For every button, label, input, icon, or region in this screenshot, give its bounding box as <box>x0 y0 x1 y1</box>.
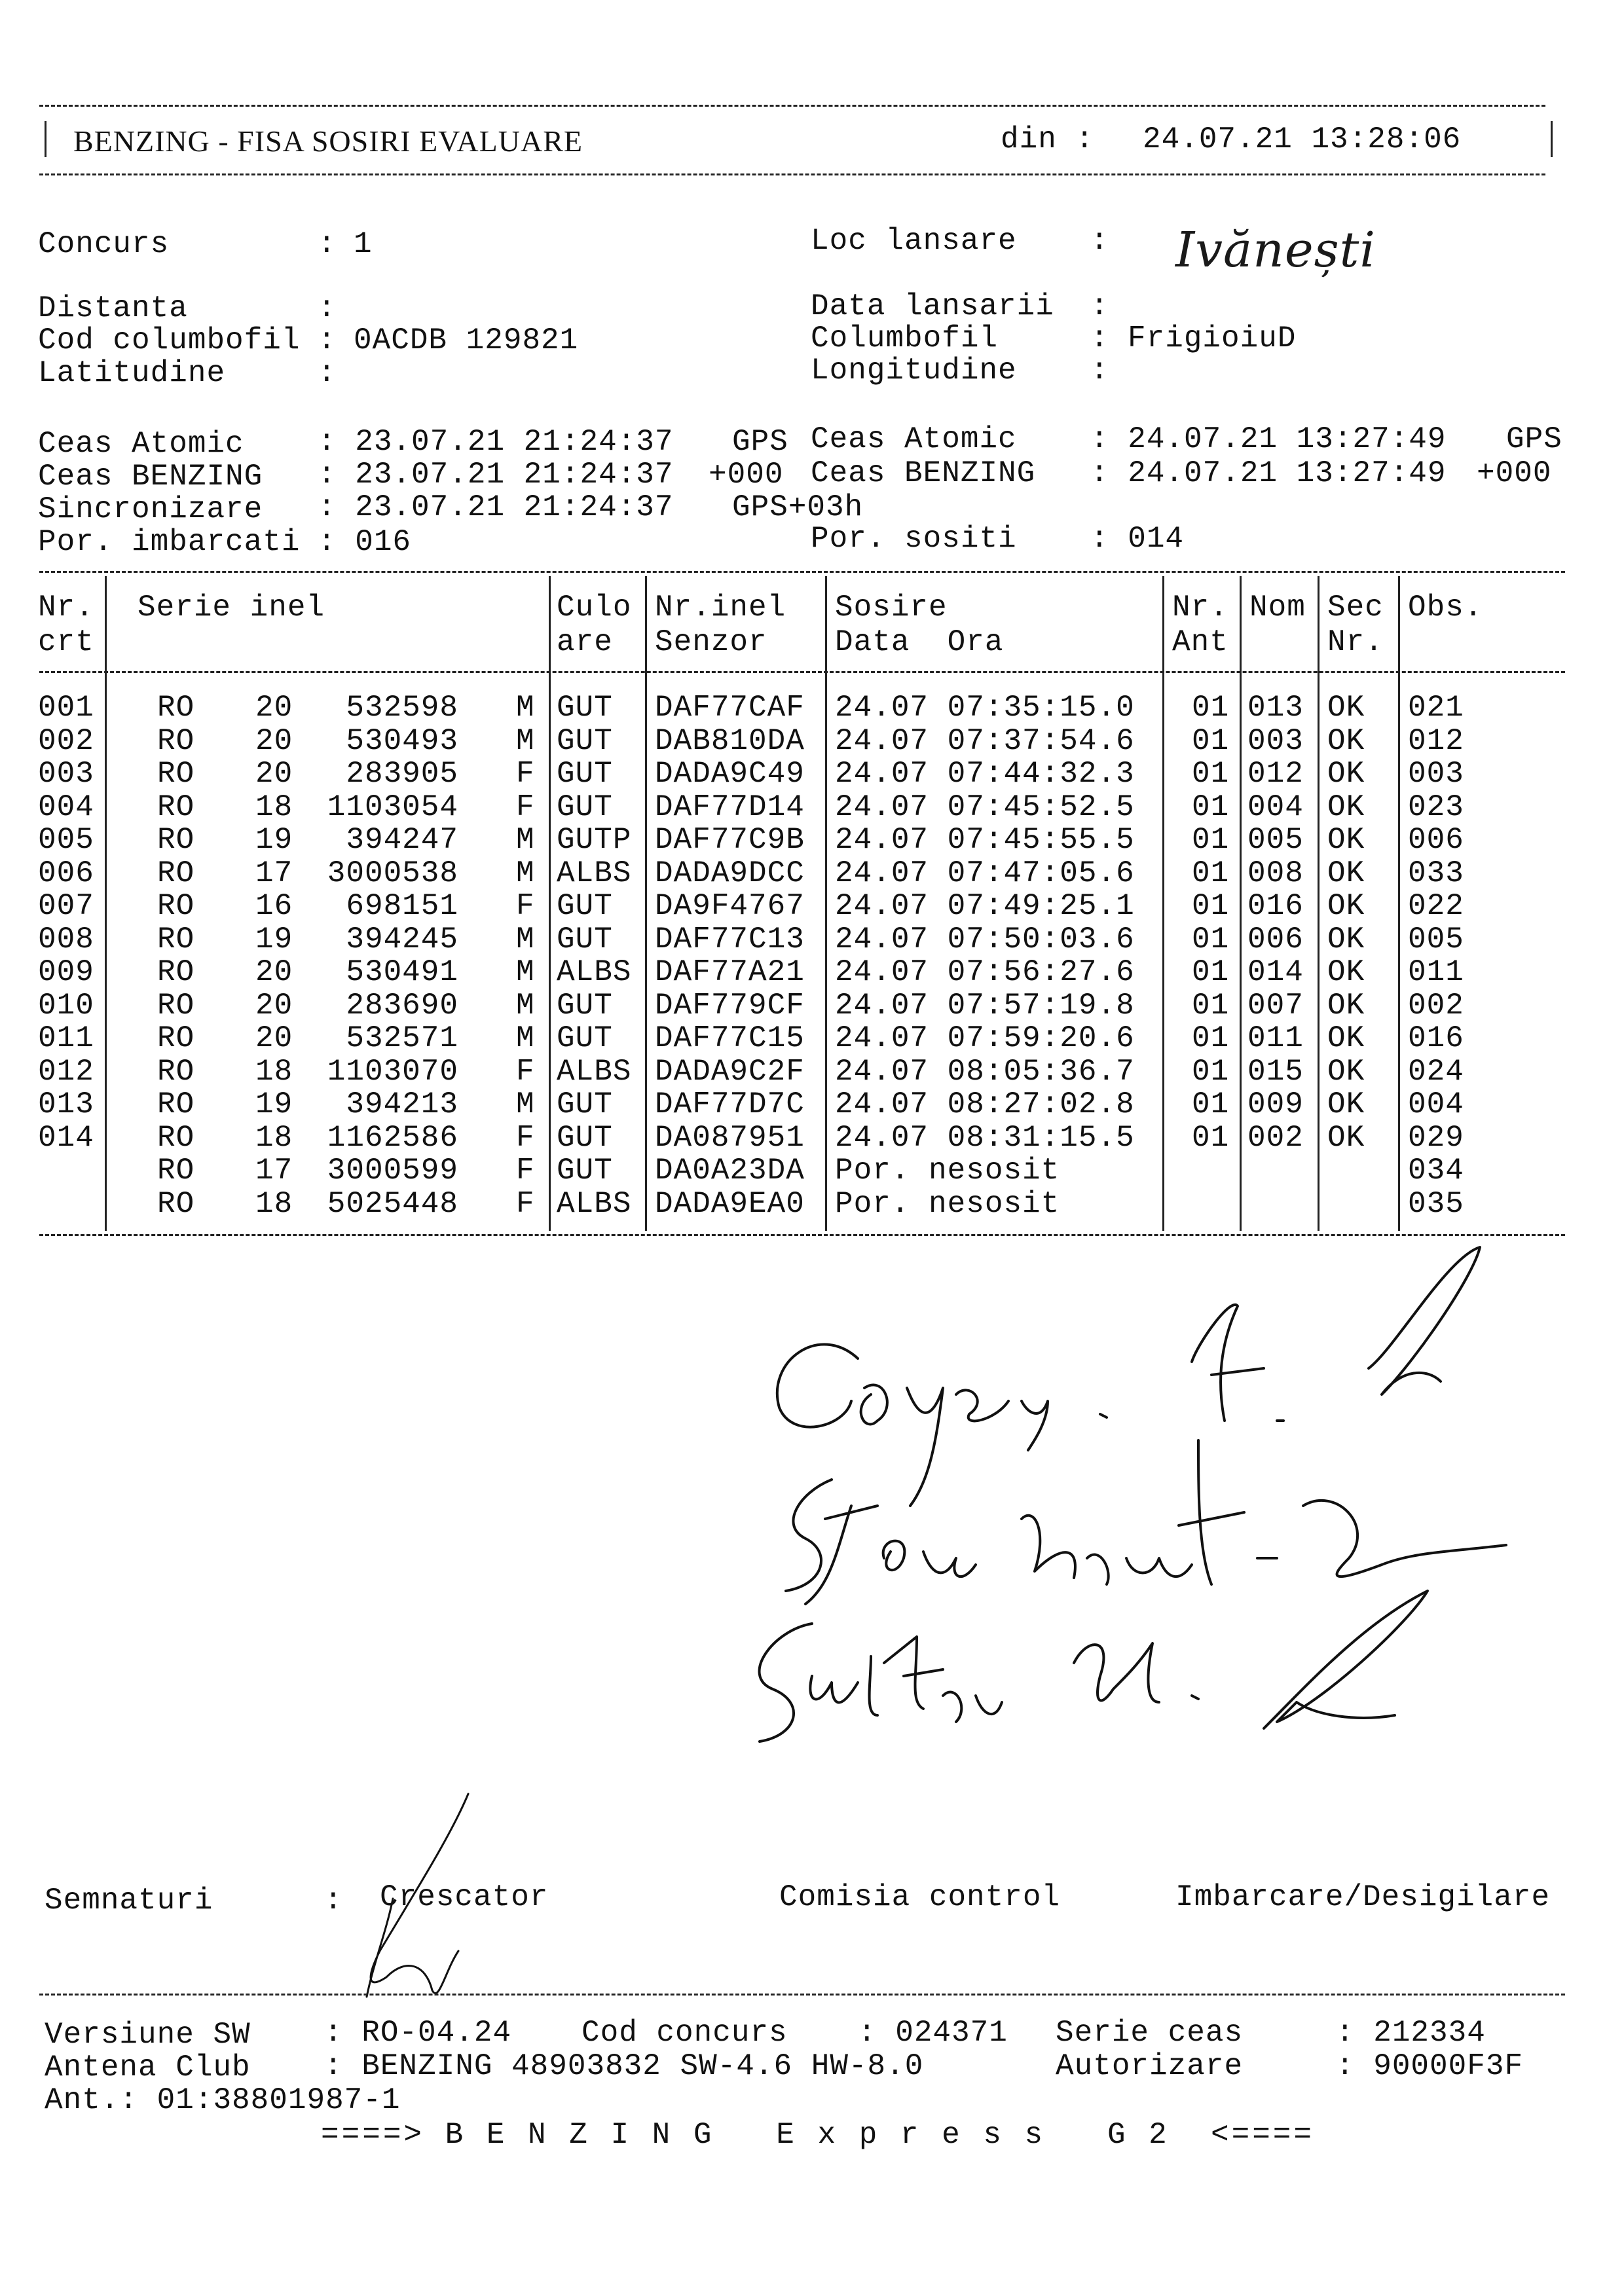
cell-sex: M <box>516 1087 535 1121</box>
cell-ring-number: 530493 <box>346 723 458 758</box>
cell-arrival: 24.07 07:37:54.6 <box>835 723 1135 758</box>
cell-sensor: DAF77C15 <box>655 1021 805 1055</box>
cell-year: 20 <box>255 723 293 758</box>
ceas-atomic-right-extra: GPS <box>1506 422 1562 456</box>
cell-ring-number: 394245 <box>346 922 458 957</box>
th-culo: Culo <box>557 591 632 625</box>
cell-antenna: 01 <box>1192 856 1230 890</box>
cod-columbofil-sep: : <box>318 323 337 357</box>
cell-country: RO <box>157 922 195 957</box>
columbofil-sep: : <box>1090 321 1109 355</box>
cell-sensor: DADA9C2F <box>655 1054 805 1089</box>
cell-sec: OK <box>1327 922 1365 957</box>
cell-arrival: Por. nesosit <box>835 1186 1060 1221</box>
cell-year: 20 <box>255 955 293 989</box>
autorizare-value: : 90000F3F <box>1336 2049 1524 2083</box>
sincronizare-extra: GPS+03h <box>732 490 864 524</box>
footer-top-rule <box>39 1994 1565 1995</box>
cell-color: GUT <box>557 922 613 957</box>
cell-nom: 005 <box>1247 823 1304 857</box>
concurs-label: Concurs <box>38 227 170 261</box>
cell-color: GUT <box>557 790 613 824</box>
cell-sec: OK <box>1327 691 1365 725</box>
cell-color: ALBS <box>557 955 632 989</box>
cell-sex: M <box>516 1021 535 1055</box>
cell-sensor: DAF77C9B <box>655 823 805 857</box>
distanta-label: Distanta <box>38 291 188 325</box>
th-nr-ant: Nr. <box>1172 591 1228 625</box>
cell-ring-number: 532598 <box>346 691 458 725</box>
latitudine-label: Latitudine <box>38 356 226 390</box>
serie-ceas-label: Serie ceas <box>1056 2016 1244 2050</box>
cell-ring-number: 283905 <box>346 757 458 791</box>
cell-antenna: 01 <box>1192 889 1230 923</box>
cell-year: 18 <box>255 1120 293 1155</box>
cell-country: RO <box>157 1087 195 1121</box>
semnaturi-sep: : <box>324 1884 343 1918</box>
cell-country: RO <box>157 988 195 1023</box>
cell-year: 19 <box>255 823 293 857</box>
concurs-value: 1 <box>354 227 373 261</box>
cell-sec: OK <box>1327 1120 1365 1155</box>
por-sositi-value: : 014 <box>1090 522 1185 556</box>
ceas-atomic-left-label: Ceas Atomic <box>38 427 244 461</box>
cell-obs: 002 <box>1408 988 1464 1023</box>
cell-country: RO <box>157 856 195 890</box>
cell-obs: 023 <box>1408 790 1464 824</box>
cell-sec: OK <box>1327 723 1365 758</box>
cell-arrival: 24.07 08:31:15.5 <box>835 1120 1135 1155</box>
cell-ring-number: 698151 <box>346 889 458 923</box>
cell-sex: F <box>516 757 535 791</box>
cell-color: GUT <box>557 988 613 1023</box>
cell-sensor: DAF779CF <box>655 988 805 1023</box>
th-ant: Ant <box>1172 625 1228 659</box>
cell-country: RO <box>157 1021 195 1055</box>
cell-sensor: DAF77CAF <box>655 691 805 725</box>
cell-arrival: 24.07 07:57:19.8 <box>835 988 1135 1023</box>
cell-sex: M <box>516 691 535 725</box>
th-crt: crt <box>38 625 94 659</box>
ant-line: Ant.: 01:38801987-1 <box>45 2083 401 2117</box>
comisia-control-label: Comisia control <box>779 1880 1061 1914</box>
cell-color: GUT <box>557 1087 613 1121</box>
cell-country: RO <box>157 1054 195 1089</box>
cell-sex: M <box>516 856 535 890</box>
signature-1-text <box>773 1342 1263 1440</box>
cell-antenna: 01 <box>1192 790 1230 824</box>
cell-ring-number: 283690 <box>346 988 458 1023</box>
cell-year: 17 <box>255 856 293 890</box>
cell-nom: 013 <box>1247 691 1304 725</box>
cell-ring-number: 5025448 <box>327 1186 458 1221</box>
cell-obs: 034 <box>1408 1154 1464 1188</box>
cell-sec: OK <box>1327 1054 1365 1089</box>
th-serie-inel: Serie inel <box>138 591 325 625</box>
document-title: BENZING - FISA SOSIRI EVALUARE <box>73 124 583 158</box>
distanta-sep: : <box>318 291 337 325</box>
cell-year: 18 <box>255 790 293 824</box>
versiune-sw-value: : RO-04.24 <box>324 2016 512 2050</box>
cell-ring-number: 394213 <box>346 1087 458 1121</box>
cell-nr: 013 <box>38 1087 94 1121</box>
cell-nr: 011 <box>38 1021 94 1055</box>
cell-sec: OK <box>1327 988 1365 1023</box>
cell-obs: 029 <box>1408 1120 1464 1155</box>
cell-color: GUT <box>557 691 613 725</box>
cell-antenna: 01 <box>1192 823 1230 857</box>
cell-country: RO <box>157 1154 195 1188</box>
crescator-label: Crescator <box>380 1880 549 1914</box>
cell-nr: 012 <box>38 1054 94 1089</box>
cell-sensor: DAF77D14 <box>655 790 805 824</box>
cell-sec: OK <box>1327 856 1365 890</box>
ceas-benzing-right-value: : 24.07.21 13:27:49 <box>1090 456 1447 490</box>
cell-ring-number: 1103070 <box>327 1054 458 1089</box>
cell-sec: OK <box>1327 889 1365 923</box>
cell-obs: 011 <box>1408 955 1464 989</box>
sincronizare-label: Sincronizare <box>38 492 263 526</box>
cell-color: ALBS <box>557 1054 632 1089</box>
cell-nr: 002 <box>38 723 94 758</box>
cell-nr: 005 <box>38 823 94 857</box>
cell-year: 19 <box>255 922 293 957</box>
cell-sex: M <box>516 823 535 857</box>
cell-arrival: 24.07 07:44:32.3 <box>835 757 1135 791</box>
cell-color: GUT <box>557 889 613 923</box>
cell-sensor: DA9F4767 <box>655 889 805 923</box>
cell-obs: 035 <box>1408 1186 1464 1221</box>
ceas-benzing-right-extra: +000 <box>1477 456 1552 490</box>
th-data-ora: Data Ora <box>835 625 1004 659</box>
cell-obs: 005 <box>1408 922 1464 957</box>
cell-arrival: 24.07 08:05:36.7 <box>835 1054 1135 1089</box>
cell-antenna: 01 <box>1192 1087 1230 1121</box>
th-senzor: Senzor <box>655 625 767 659</box>
th-nom: Nom <box>1249 591 1306 625</box>
longitudine-label: Longitudine <box>811 354 1017 388</box>
cell-nr: 008 <box>38 922 94 957</box>
versiune-sw-label: Versiune SW <box>45 2018 251 2052</box>
cell-nr: 014 <box>38 1120 94 1155</box>
cell-country: RO <box>157 691 195 725</box>
cell-antenna: 01 <box>1192 723 1230 758</box>
cell-sec: OK <box>1327 757 1365 791</box>
cell-nom: 003 <box>1247 723 1304 758</box>
cell-color: GUT <box>557 1120 613 1155</box>
cell-nom: 007 <box>1247 988 1304 1023</box>
cell-sensor: DADA9C49 <box>655 757 805 791</box>
cod-concurs-value: : 024371 <box>858 2016 1008 2050</box>
cell-obs: 004 <box>1408 1087 1464 1121</box>
cell-ring-number: 3000599 <box>327 1154 458 1188</box>
cell-obs: 006 <box>1408 823 1464 857</box>
cell-year: 19 <box>255 1087 293 1121</box>
cell-country: RO <box>157 1186 195 1221</box>
cell-antenna: 01 <box>1192 922 1230 957</box>
cell-nom: 006 <box>1247 922 1304 957</box>
cell-sex: F <box>516 889 535 923</box>
cell-year: 20 <box>255 988 293 1023</box>
cell-obs: 021 <box>1408 691 1464 725</box>
cod-columbofil-value: 0ACDB 129821 <box>354 323 579 357</box>
cell-country: RO <box>157 723 195 758</box>
cell-arrival: 24.07 07:50:03.6 <box>835 922 1135 957</box>
cell-sex: M <box>516 988 535 1023</box>
cell-country: RO <box>157 757 195 791</box>
cell-sensor: DAB810DA <box>655 723 805 758</box>
th-nr-inel: Nr.inel <box>655 591 786 625</box>
cell-antenna: 01 <box>1192 1120 1230 1155</box>
cell-ring-number: 394247 <box>346 823 458 857</box>
concurs-sep: : <box>318 227 337 261</box>
data-lansarii-sep: : <box>1090 289 1109 323</box>
cell-color: GUT <box>557 1154 613 1188</box>
por-imbarcati-label: Por. imbarcati <box>38 525 301 559</box>
cell-nom: 009 <box>1247 1087 1304 1121</box>
cell-sensor: DADA9EA0 <box>655 1186 805 1221</box>
cell-sec: OK <box>1327 790 1365 824</box>
cell-year: 20 <box>255 757 293 791</box>
cod-concurs-label: Cod concurs <box>581 2016 788 2050</box>
sincronizare-value: : 23.07.21 21:24:37 <box>318 490 674 524</box>
cell-year: 18 <box>255 1186 293 1221</box>
cell-antenna: 01 <box>1192 955 1230 989</box>
cell-ring-number: 1103054 <box>327 790 458 824</box>
cell-color: ALBS <box>557 1186 632 1221</box>
ceas-atomic-left-value: : 23.07.21 21:24:37 <box>318 425 674 459</box>
cell-sensor: DAF77A21 <box>655 955 805 989</box>
cell-color: GUT <box>557 723 613 758</box>
cell-nom: 002 <box>1247 1120 1304 1155</box>
cell-nom: 012 <box>1247 757 1304 791</box>
cell-sec: OK <box>1327 1087 1365 1121</box>
latitudine-sep: : <box>318 356 337 390</box>
cell-year: 20 <box>255 1021 293 1055</box>
cell-obs: 024 <box>1408 1054 1464 1089</box>
loc-lansare-sep: : <box>1090 224 1109 258</box>
cell-sec: OK <box>1327 823 1365 857</box>
cell-sex: M <box>516 723 535 758</box>
cell-arrival: 24.07 07:45:52.5 <box>835 790 1135 824</box>
cell-sensor: DAF77D7C <box>655 1087 805 1121</box>
th-sec: Sec <box>1327 591 1384 625</box>
cell-nr: 006 <box>38 856 94 890</box>
cell-nr: 004 <box>38 790 94 824</box>
cell-obs: 016 <box>1408 1021 1464 1055</box>
cell-arrival: 24.07 07:49:25.1 <box>835 889 1135 923</box>
imbarcare-desigilare-label: Imbarcare/Desigilare <box>1175 1880 1551 1914</box>
ceas-benzing-left-value: : 23.07.21 21:24:37 <box>318 458 674 492</box>
cell-sensor: DAF77C13 <box>655 922 805 957</box>
cell-antenna: 01 <box>1192 757 1230 791</box>
benzing-express-line: ====> B E N Z I N G E x p r e s s G 2 <==== <box>321 2118 1315 2152</box>
cell-nom: 015 <box>1247 1054 1304 1089</box>
ceas-atomic-right-value: : 24.07.21 13:27:49 <box>1090 422 1447 456</box>
cell-sensor: DA0A23DA <box>655 1154 805 1188</box>
cell-nom: 004 <box>1247 790 1304 824</box>
cell-nom: 014 <box>1247 955 1304 989</box>
cell-antenna: 01 <box>1192 691 1230 725</box>
cell-nr: 001 <box>38 691 94 725</box>
cell-color: ALBS <box>557 856 632 890</box>
antena-club-value: : BENZING 48903832 SW-4.6 HW-8.0 <box>324 2049 924 2083</box>
cell-arrival: 24.07 07:35:15.0 <box>835 691 1135 725</box>
cell-country: RO <box>157 1120 195 1155</box>
autorizare-label: Autorizare <box>1056 2049 1244 2083</box>
cell-arrival: 24.07 07:47:05.6 <box>835 856 1135 890</box>
signature-2-text <box>773 1486 1387 1584</box>
cell-color: GUT <box>557 757 613 791</box>
cell-sensor: DADA9DCC <box>655 856 805 890</box>
cell-year: 18 <box>255 1054 293 1089</box>
cell-nr: 003 <box>38 757 94 791</box>
th-sosire: Sosire <box>835 591 948 625</box>
cell-country: RO <box>157 823 195 857</box>
cell-obs: 022 <box>1408 889 1464 923</box>
columbofil-value: FrigioiuD <box>1128 321 1297 355</box>
data-lansarii-label: Data lansarii <box>811 289 1054 323</box>
cell-year: 16 <box>255 889 293 923</box>
antena-club-label: Antena Club <box>45 2050 251 2085</box>
cell-country: RO <box>157 790 195 824</box>
cell-obs: 012 <box>1408 723 1464 758</box>
cell-color: GUTP <box>557 823 632 857</box>
ceas-benzing-left-extra: +000 <box>709 458 784 492</box>
cell-country: RO <box>157 955 195 989</box>
por-sositi-label: Por. sositi <box>811 522 1017 556</box>
th-nr: Nr. <box>38 591 94 625</box>
ceas-atomic-left-extra: GPS <box>732 425 788 459</box>
signature-3-text <box>747 1624 1239 1722</box>
cell-sex: F <box>516 1154 535 1188</box>
cell-sex: M <box>516 922 535 957</box>
cell-arrival: 24.07 08:27:02.8 <box>835 1087 1135 1121</box>
ceas-benzing-left-label: Ceas BENZING <box>38 460 263 494</box>
cell-color: GUT <box>557 1021 613 1055</box>
cell-antenna: 01 <box>1192 1021 1230 1055</box>
th-obs: Obs. <box>1408 591 1483 625</box>
serie-ceas-value: : 212334 <box>1336 2016 1486 2050</box>
semnaturi-label: Semnaturi <box>45 1884 213 1918</box>
cell-ring-number: 1162586 <box>327 1120 458 1155</box>
cell-sex: F <box>516 1054 535 1089</box>
cell-sex: F <box>516 1186 535 1221</box>
ceas-benzing-right-label: Ceas BENZING <box>811 456 1036 490</box>
cell-ring-number: 532571 <box>346 1021 458 1055</box>
header-din-value: 24.07.21 13:28:06 <box>1143 122 1462 156</box>
longitudine-sep: : <box>1090 354 1109 388</box>
cell-sex: M <box>516 955 535 989</box>
por-imbarcati-value: : 016 <box>318 525 412 559</box>
cell-antenna: 01 <box>1192 1054 1230 1089</box>
header-din-label: din : <box>1001 122 1095 156</box>
loc-lansare-label: Loc lansare <box>811 224 1017 258</box>
cell-sensor: DA087951 <box>655 1120 805 1155</box>
cod-columbofil-label: Cod columbofil <box>38 323 301 357</box>
cell-arrival: 24.07 07:59:20.6 <box>835 1021 1135 1055</box>
cell-arrival: 24.07 07:56:27.6 <box>835 955 1135 989</box>
cell-nom: 008 <box>1247 856 1304 890</box>
cell-year: 20 <box>255 691 293 725</box>
columbofil-label: Columbofil <box>811 321 999 355</box>
loc-lansare-handwritten: Ivănești <box>1175 222 1376 278</box>
cell-country: RO <box>157 889 195 923</box>
cell-nr: 010 <box>38 988 94 1023</box>
cell-nom: 016 <box>1247 889 1304 923</box>
cell-ring-number: 3000538 <box>327 856 458 890</box>
cell-arrival: Por. nesosit <box>835 1154 1060 1188</box>
th-are: are <box>557 625 613 659</box>
th-sec-nr: Nr. <box>1327 625 1384 659</box>
cell-antenna: 01 <box>1192 988 1230 1023</box>
ceas-atomic-right-label: Ceas Atomic <box>811 422 1017 456</box>
cell-sex: F <box>516 790 535 824</box>
cell-arrival: 24.07 07:45:55.5 <box>835 823 1135 857</box>
cell-nr: 009 <box>38 955 94 989</box>
cell-ring-number: 530491 <box>346 955 458 989</box>
cell-sec: OK <box>1327 1021 1365 1055</box>
cell-sec: OK <box>1327 955 1365 989</box>
cell-nr: 007 <box>38 889 94 923</box>
cell-sex: F <box>516 1120 535 1155</box>
cell-nom: 011 <box>1247 1021 1304 1055</box>
cell-obs: 033 <box>1408 856 1464 890</box>
cell-year: 17 <box>255 1154 293 1188</box>
cell-obs: 003 <box>1408 757 1464 791</box>
